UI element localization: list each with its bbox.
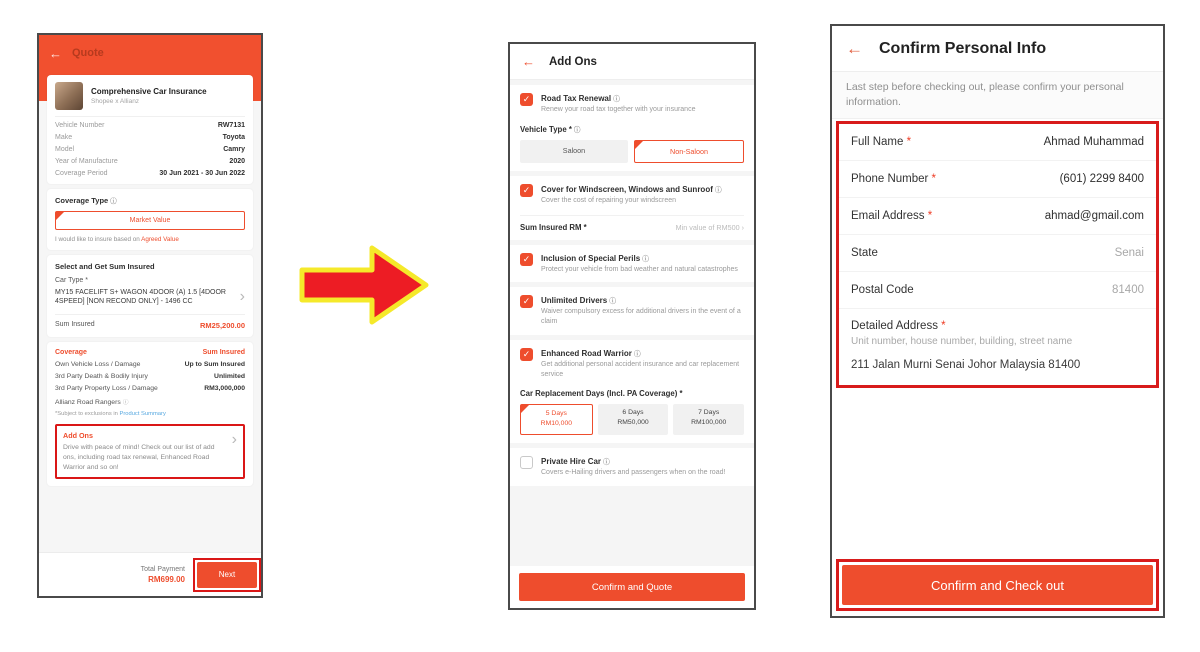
vehicle-type-selector bbox=[520, 140, 744, 163]
detailed-address-hint: Unit number, house number, building, street name bbox=[851, 336, 1073, 348]
row-label: Vehicle Number bbox=[55, 122, 105, 129]
selected-corner-icon bbox=[635, 141, 643, 149]
special-perils-title: Inclusion of Special Perils bbox=[541, 253, 641, 263]
coverage-item: 3rd Party Death & Bodily Injury bbox=[55, 372, 148, 380]
postal-code-value: 81400 bbox=[1112, 284, 1144, 297]
private-hire-description: Covers e-Hailing drivers and passengers when on the road! bbox=[541, 468, 726, 476]
detailed-address-value: 211 Jalan Murni Senai Johor Malaysia 81400 bbox=[851, 359, 1081, 372]
footnote-text: I would like to insure based on bbox=[55, 236, 142, 243]
road-tax-checkbox[interactable]: ✓ bbox=[520, 93, 533, 106]
back-arrow-icon[interactable]: ← bbox=[522, 54, 535, 69]
option-days: 6 Days bbox=[622, 408, 644, 416]
enhanced-road-warrior-title: Enhanced Road Warrior bbox=[541, 348, 632, 358]
total-payment-value: RM699.00 bbox=[148, 574, 185, 584]
info-icon[interactable]: ⓘ bbox=[603, 458, 610, 466]
sum-insured-value: RM25,200.00 bbox=[199, 320, 245, 330]
sum-insured-column-header: Sum Insured bbox=[202, 348, 245, 356]
back-arrow-icon[interactable]: ← bbox=[49, 45, 62, 61]
sum-insured-row bbox=[55, 314, 245, 330]
coverage-value: Unlimited bbox=[214, 372, 245, 380]
windscreen-description: Cover the cost of repairing your windscreen bbox=[541, 196, 677, 204]
full-name-value: Ahmad Muhammad bbox=[1043, 136, 1144, 149]
detailed-address-field[interactable] bbox=[839, 309, 1156, 385]
email-address-field[interactable] bbox=[839, 198, 1156, 235]
coverage-table-card bbox=[47, 342, 253, 487]
postal-code-field bbox=[839, 272, 1156, 309]
private-hire-checkbox[interactable] bbox=[520, 456, 533, 469]
special-perils-checkbox[interactable]: ✓ bbox=[520, 253, 533, 266]
row-label: Model bbox=[55, 146, 75, 153]
add-ons-banner-title: Add Ons bbox=[63, 430, 93, 440]
full-name-label: Full Name bbox=[851, 136, 907, 149]
windscreen-sum-insured-field[interactable] bbox=[520, 215, 744, 232]
option-amount: RM50,000 bbox=[617, 418, 649, 426]
confirm-subtitle: Last step before checking out, please confirm your personal information. bbox=[832, 72, 1163, 119]
product-title: Comprehensive Car Insurance bbox=[91, 87, 207, 96]
confirm-header bbox=[832, 26, 1163, 72]
coverage-type-label: Coverage Type bbox=[55, 196, 109, 205]
table-row bbox=[55, 373, 245, 380]
chevron-right-icon: › bbox=[239, 288, 245, 306]
page-title: Quote bbox=[72, 47, 104, 59]
row-value: 30 Jun 2021 - 30 Jun 2022 bbox=[159, 170, 245, 177]
market-value-button[interactable] bbox=[55, 211, 245, 230]
car-type-selector[interactable] bbox=[55, 288, 245, 307]
quote-footer-bar bbox=[39, 552, 261, 596]
sum-insured-label: Sum Insured bbox=[55, 320, 95, 328]
sum-insured-rm-label: Sum Insured RM * bbox=[520, 222, 587, 232]
coverage-type-card bbox=[47, 189, 253, 250]
coverage-column-header: Coverage bbox=[55, 348, 87, 356]
agreed-value-link[interactable]: Agreed Value bbox=[141, 236, 179, 243]
coverage-value: RM3,000,000 bbox=[204, 384, 245, 392]
windscreen-section bbox=[510, 176, 754, 240]
info-icon[interactable]: ⓘ bbox=[609, 298, 617, 306]
row-value: 2020 bbox=[229, 158, 245, 165]
confirm-personal-info-screen bbox=[830, 24, 1165, 618]
year-row bbox=[55, 158, 245, 165]
footnote-text: *Subject to exclusions in bbox=[55, 410, 120, 417]
full-name-field[interactable] bbox=[839, 124, 1156, 161]
road-tax-section bbox=[510, 85, 754, 171]
car-type-value: MY15 FACELIFT S+ WAGON 4DOOR (A) 1.5 [4DOOR 4SPEED] [NON RECOND ONLY] - 1496 CC bbox=[55, 289, 226, 306]
saloon-option[interactable]: Saloon bbox=[520, 140, 628, 163]
chevron-right-icon: › bbox=[231, 430, 237, 448]
info-icon[interactable]: ⓘ bbox=[122, 399, 129, 406]
add-ons-footer-bar bbox=[510, 566, 754, 608]
phone-number-value: (601) 2299 8400 bbox=[1059, 173, 1144, 186]
option-days: 5 Days bbox=[545, 409, 567, 417]
coverage-period-row bbox=[55, 170, 245, 177]
coverage-type-title bbox=[55, 196, 245, 205]
add-ons-banner-text: Drive with peace of mind! Check out our list of add ons, including road tax renewal, Enhanced Road Warrior and so on! bbox=[63, 443, 215, 471]
6-days-option[interactable] bbox=[598, 404, 669, 435]
phone-number-field[interactable] bbox=[839, 161, 1156, 198]
7-days-option[interactable] bbox=[673, 404, 744, 435]
coverage-item: Own Vehicle Loss / Damage bbox=[55, 360, 141, 368]
next-button-highlight bbox=[193, 558, 261, 592]
road-tax-title: Road Tax Renewal bbox=[541, 94, 612, 103]
road-rangers-row bbox=[55, 397, 245, 406]
page-title: Confirm Personal Info bbox=[879, 39, 1047, 57]
checkout-button-highlight bbox=[836, 559, 1159, 611]
email-address-label: Email Address bbox=[851, 210, 928, 223]
coverage-table-header bbox=[55, 349, 245, 356]
row-value: Camry bbox=[223, 146, 245, 153]
selected-corner-icon bbox=[56, 212, 64, 220]
info-icon[interactable]: ⓘ bbox=[110, 198, 117, 205]
road-rangers-label: Allianz Road Rangers bbox=[55, 398, 121, 406]
row-value: RW7131 bbox=[217, 122, 245, 129]
windscreen-checkbox[interactable]: ✓ bbox=[520, 184, 533, 197]
table-row bbox=[55, 385, 245, 392]
info-icon[interactable]: ⓘ bbox=[613, 96, 620, 103]
info-icon[interactable]: ⓘ bbox=[633, 350, 641, 358]
special-perils-section bbox=[510, 245, 754, 283]
option-amount: RM10,000 bbox=[540, 419, 573, 427]
chevron-right-icon: › bbox=[741, 222, 744, 232]
car-replacement-days-label: Car Replacement Days (Incl. PA Coverage) * bbox=[520, 388, 683, 398]
row-value: Toyota bbox=[222, 134, 245, 141]
add-ons-banner[interactable] bbox=[55, 424, 245, 480]
quote-header bbox=[39, 35, 261, 71]
detailed-address-label: Detailed Address bbox=[851, 320, 942, 333]
enhanced-road-warrior-description: Get additional personal accident insurance and car replacement service bbox=[541, 360, 740, 378]
special-perils-description: Protect your vehicle from bad weather and natural catastrophes bbox=[541, 265, 738, 273]
next-button[interactable]: Next bbox=[197, 562, 257, 588]
required-asterisk: * bbox=[906, 136, 912, 149]
personal-info-highlight-box bbox=[836, 121, 1159, 388]
state-field bbox=[839, 235, 1156, 272]
product-subtitle: Shopee x Allianz bbox=[91, 98, 140, 105]
phone-number-label: Phone Number bbox=[851, 173, 932, 186]
info-icon[interactable]: ⓘ bbox=[573, 126, 581, 134]
confirm-and-quote-button[interactable]: Confirm and Quote bbox=[519, 573, 745, 601]
unlimited-drivers-description: Waiver compulsory excess for additional drivers in the event of a claim bbox=[541, 308, 741, 326]
state-label: State bbox=[851, 247, 878, 260]
row-label: Coverage Period bbox=[55, 170, 108, 177]
non-saloon-label: Non-Saloon bbox=[670, 146, 708, 156]
vehicle-info-card bbox=[47, 75, 253, 184]
quote-screen bbox=[37, 33, 263, 598]
model-row bbox=[55, 146, 245, 153]
email-address-value: ahmad@gmail.com bbox=[1044, 210, 1144, 223]
row-label: Make bbox=[55, 134, 73, 141]
total-payment-label: Total Payment bbox=[140, 565, 185, 573]
make-row bbox=[55, 134, 245, 141]
sum-insured-section-title: Select and Get Sum Insured bbox=[55, 262, 155, 271]
required-asterisk: * bbox=[931, 173, 937, 186]
page-title: Add Ons bbox=[549, 55, 597, 68]
unlimited-drivers-section bbox=[510, 287, 754, 335]
info-icon[interactable]: ⓘ bbox=[642, 255, 649, 263]
product-thumbnail-image bbox=[55, 82, 83, 110]
exclusions-footnote bbox=[55, 411, 245, 417]
vehicle-type-label: Vehicle Type * bbox=[520, 124, 572, 134]
vehicle-number-row bbox=[55, 122, 245, 129]
coverage-item: 3rd Party Property Loss / Damage bbox=[55, 384, 158, 392]
5-days-option[interactable] bbox=[520, 404, 593, 435]
sum-insured-placeholder: Min value of RM500 bbox=[675, 222, 740, 232]
coverage-value: Up to Sum Insured bbox=[184, 360, 245, 368]
road-tax-description: Renew your road tax together with your insurance bbox=[541, 106, 696, 113]
row-label: Year of Manufacture bbox=[55, 158, 118, 165]
info-icon[interactable]: ⓘ bbox=[714, 186, 722, 194]
private-hire-title: Private Hire Car bbox=[541, 456, 602, 466]
table-row bbox=[55, 361, 245, 368]
add-ons-header bbox=[510, 44, 754, 80]
agreed-value-footnote bbox=[55, 236, 245, 243]
private-hire-section bbox=[510, 448, 754, 486]
add-ons-screen bbox=[508, 42, 756, 610]
windscreen-title: Cover for Windscreen, Windows and Sunroof bbox=[541, 184, 713, 194]
state-value: Senai bbox=[1114, 247, 1144, 260]
required-asterisk: * bbox=[941, 320, 946, 333]
enhanced-road-warrior-section bbox=[510, 340, 754, 443]
car-type-label: Car Type * bbox=[55, 277, 88, 284]
option-amount: RM100,000 bbox=[691, 418, 727, 426]
non-saloon-option[interactable] bbox=[634, 140, 744, 163]
selected-corner-icon bbox=[521, 405, 529, 413]
product-summary-link[interactable]: Product Summary bbox=[119, 410, 166, 417]
postal-code-label: Postal Code bbox=[851, 284, 914, 297]
unlimited-drivers-checkbox[interactable]: ✓ bbox=[520, 295, 533, 308]
confirm-and-checkout-button[interactable]: Confirm and Check out bbox=[842, 565, 1153, 605]
flow-arrow-icon bbox=[298, 238, 432, 332]
back-arrow-icon[interactable]: ← bbox=[846, 38, 863, 58]
sum-insured-card bbox=[47, 255, 253, 337]
unlimited-drivers-title: Unlimited Drivers bbox=[541, 296, 608, 306]
car-replacement-days-selector bbox=[520, 404, 744, 435]
enhanced-road-warrior-checkbox[interactable]: ✓ bbox=[520, 348, 533, 361]
option-days: 7 Days bbox=[698, 408, 720, 416]
market-value-label: Market Value bbox=[129, 217, 171, 224]
required-asterisk: * bbox=[927, 210, 933, 223]
